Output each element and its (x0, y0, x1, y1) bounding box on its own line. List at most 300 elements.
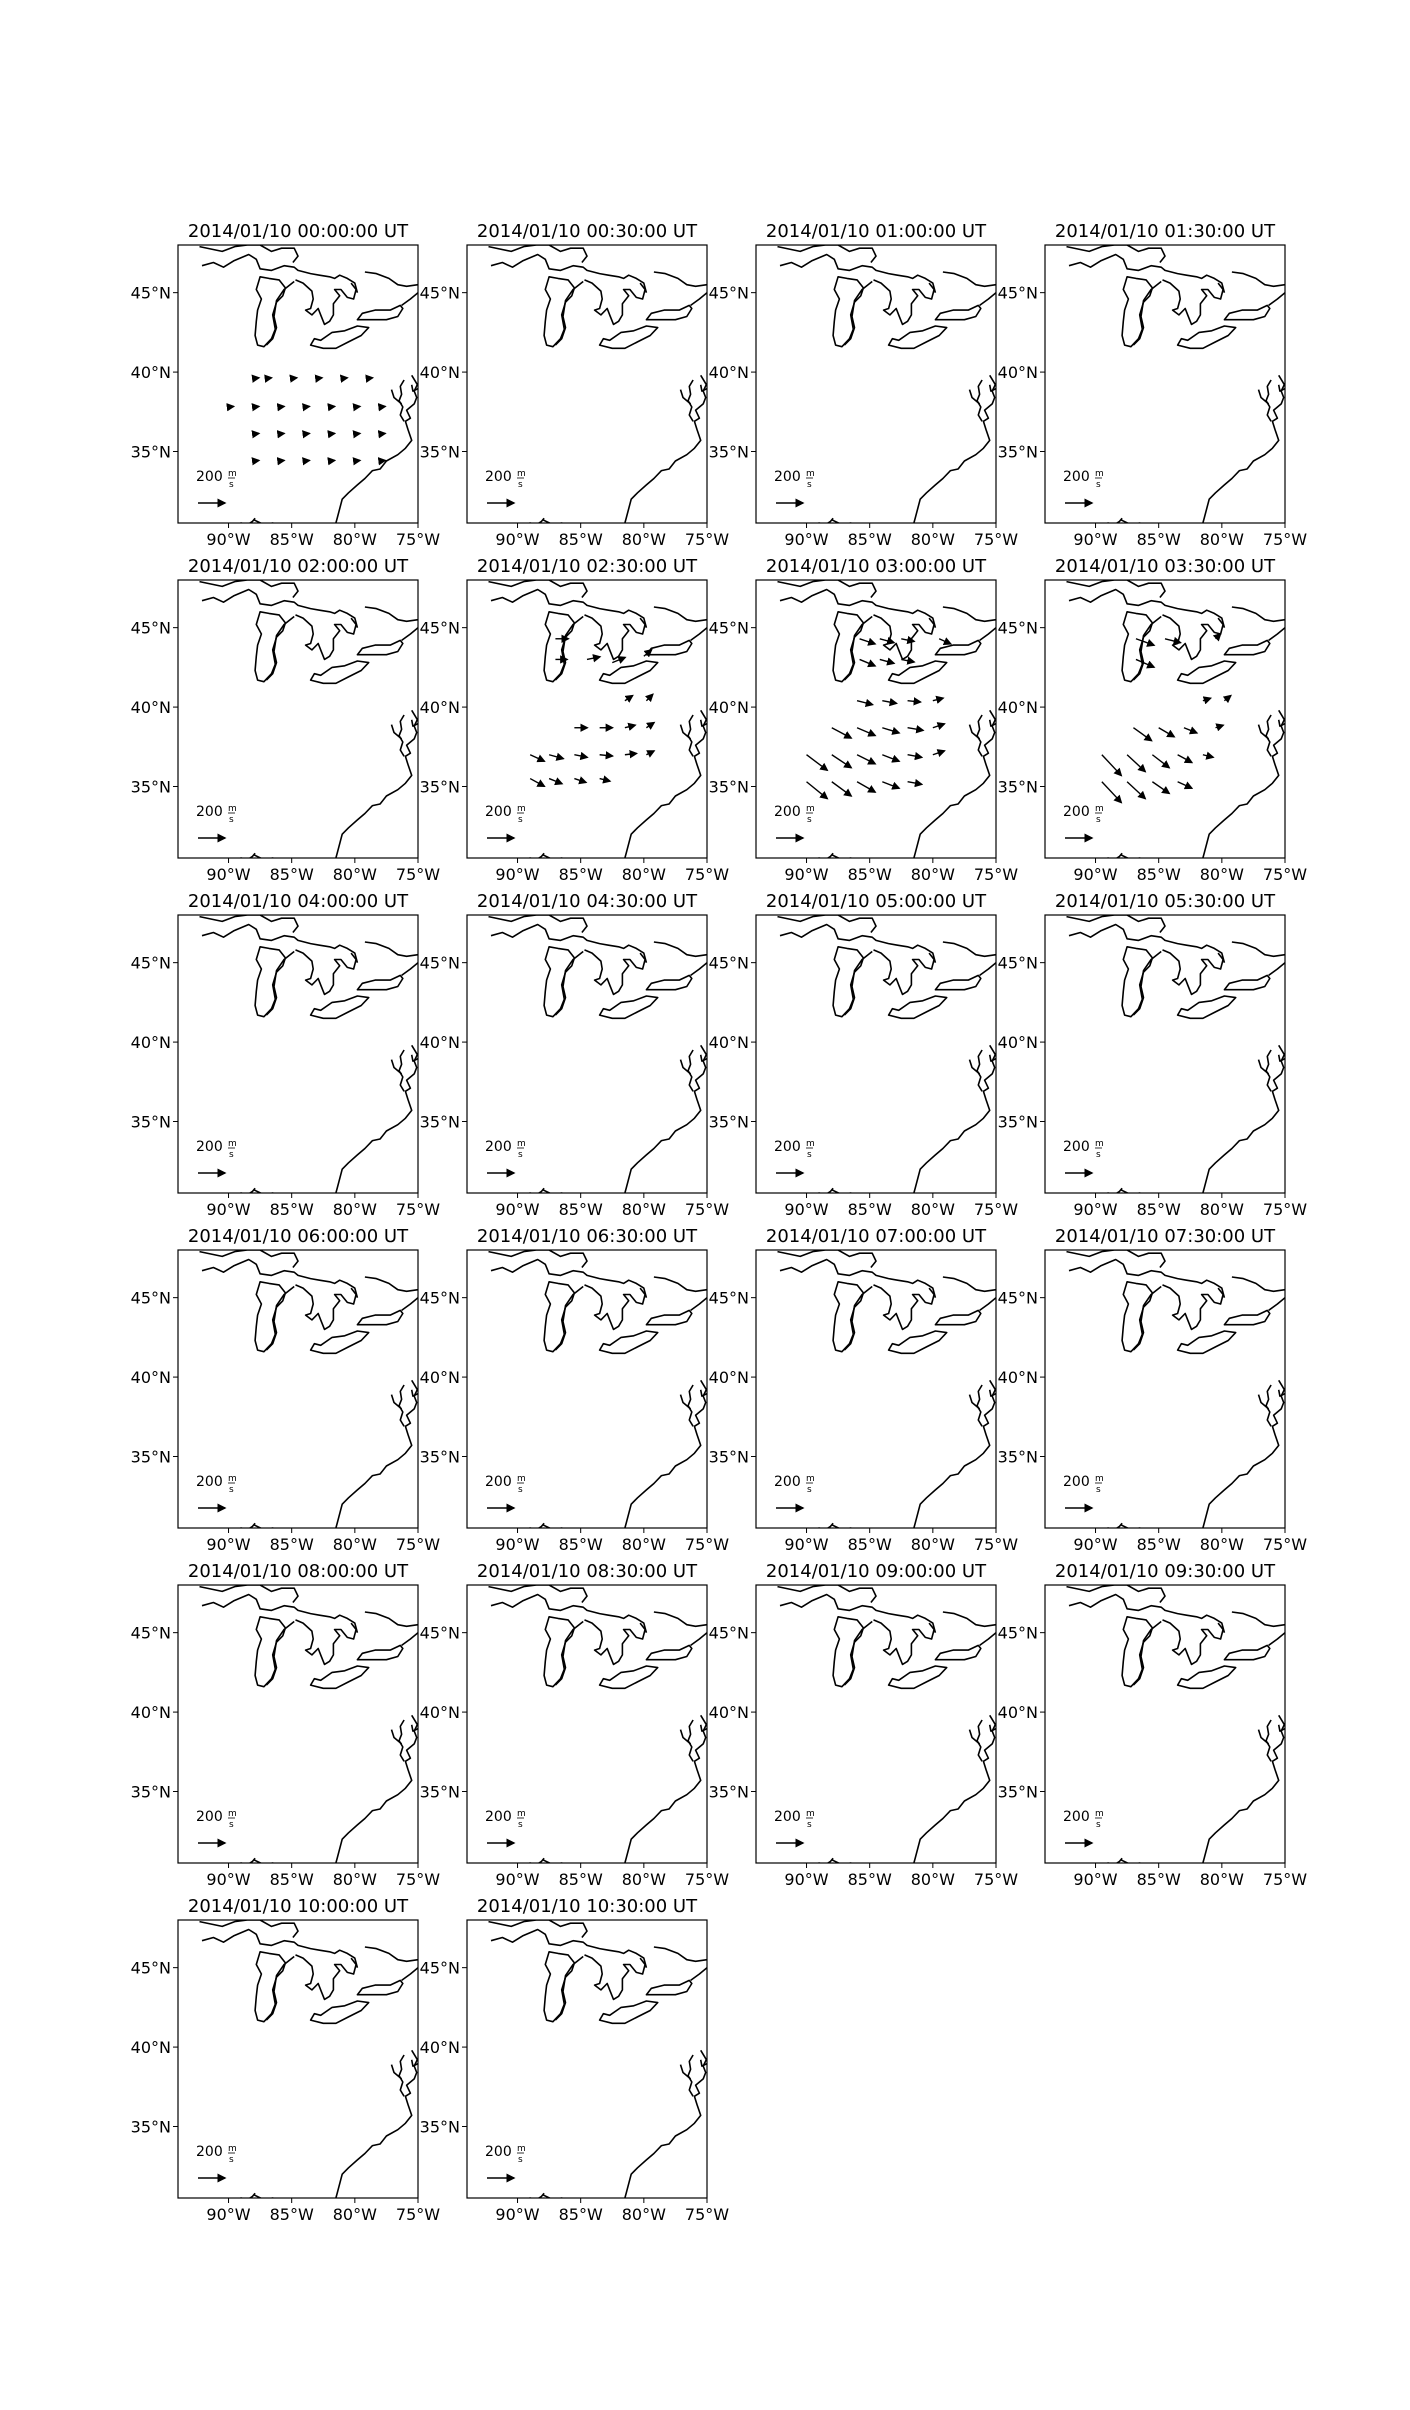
lake-erie-outline (889, 1331, 947, 1353)
lat-tick-label: 35°N (130, 1112, 171, 1132)
mobile-bay-outline (523, 2193, 545, 2199)
atlantic-coast-outline (914, 718, 996, 858)
scale-unit-denominator: s (807, 1820, 812, 1830)
lat-tick-label: 35°N (997, 1447, 1038, 1467)
panel-title: 2014/01/10 00:00:00 UT (187, 221, 409, 242)
wind-vector (882, 782, 899, 789)
lat-tick-label: 45°N (130, 1288, 171, 1308)
atlantic-coast-outline (1203, 718, 1285, 858)
wind-vector (1127, 755, 1145, 772)
lon-tick-label: 85°W (1136, 1870, 1181, 1889)
ottawa-river-outline (365, 1277, 418, 1291)
lon-tick-label: 80°W (621, 1535, 666, 1554)
scale-value: 200 (485, 1474, 512, 1490)
michigan-thumb-outline (1133, 1287, 1161, 1351)
wind-vector (882, 701, 896, 704)
lon-tick-label: 80°W (1199, 1535, 1244, 1554)
lon-tick-label: 90°W (495, 1200, 540, 1219)
wind-vector (1136, 659, 1154, 667)
mobile-bay-outline (523, 1858, 545, 1864)
scale-unit-numerator: m (517, 469, 526, 479)
st-lawrence-outline (691, 1968, 707, 1981)
mobile-bay-outline (234, 518, 256, 524)
lake-ontario-outline (646, 975, 691, 989)
michigan-thumb-outline (266, 952, 294, 1016)
scale-unit-denominator: s (229, 1820, 234, 1830)
scale-unit-numerator: m (806, 469, 815, 479)
wind-vector (882, 755, 899, 762)
michigan-thumb-outline (555, 617, 583, 681)
wind-vector (646, 694, 653, 701)
lake-michigan-outline (1122, 1617, 1152, 1687)
lake-huron-outline (296, 1285, 357, 1330)
lon-tick-label: 85°W (1136, 865, 1181, 884)
lon-tick-label: 80°W (621, 530, 666, 549)
lake-ontario-outline (357, 1980, 402, 1994)
st-lawrence-outline (691, 628, 707, 641)
wind-vector (933, 724, 945, 728)
lat-tick-label: 45°N (419, 618, 460, 638)
lat-tick-label: 35°N (708, 1112, 749, 1132)
wind-vector (901, 639, 914, 642)
lake-huron-outline (1163, 1620, 1224, 1665)
lon-tick-label: 80°W (621, 2205, 666, 2224)
scale-unit-numerator: m (1095, 1139, 1104, 1149)
map-panel (998, 891, 1308, 1219)
scale-value: 200 (774, 469, 801, 485)
lon-tick-label: 80°W (332, 530, 377, 549)
scale-unit-numerator: m (806, 1809, 815, 1819)
st-lawrence-outline (1269, 1633, 1285, 1646)
lake-superior-outline (202, 1930, 357, 1968)
st-lawrence-outline (980, 1633, 996, 1646)
lon-tick-label: 80°W (1199, 1200, 1244, 1219)
scale-unit-denominator: s (518, 1820, 523, 1830)
lake-superior-outline (1069, 925, 1224, 963)
wind-vector (355, 433, 360, 434)
wind-vector (939, 639, 951, 644)
wind-vector (279, 433, 284, 434)
wind-vector (380, 433, 385, 434)
lat-tick-label: 35°N (419, 2117, 460, 2137)
ottawa-river-outline (654, 272, 707, 286)
lon-tick-label: 75°W (395, 1535, 441, 1554)
lat-tick-label: 35°N (130, 2117, 171, 2137)
lake-huron-outline (874, 1620, 935, 1665)
lake-huron-outline (1163, 615, 1224, 660)
chesapeake-bay-outline (977, 380, 982, 421)
chesapeake-bay-outline (688, 1050, 693, 1091)
panel-title: 2014/01/10 05:00:00 UT (765, 891, 987, 912)
wind-vector (1203, 755, 1213, 758)
wind-vector (857, 782, 875, 792)
lake-ontario-outline (935, 640, 980, 654)
lake-huron-outline (296, 1620, 357, 1665)
lon-tick-label: 80°W (1199, 865, 1244, 884)
scale-unit-numerator: m (1095, 469, 1104, 479)
lat-tick-label: 40°N (419, 698, 460, 718)
st-lawrence-outline (691, 1298, 707, 1311)
atlantic-coast-outline (625, 1388, 707, 1528)
scale-value: 200 (1063, 1809, 1090, 1825)
lake-ontario-outline (357, 1645, 402, 1659)
wind-vector (901, 659, 914, 662)
mobile-bay-outline (1101, 1188, 1123, 1194)
lon-tick-label: 85°W (1136, 1535, 1181, 1554)
lat-tick-label: 45°N (997, 1623, 1038, 1643)
atlantic-coast-outline (625, 1053, 707, 1193)
lon-tick-label: 90°W (495, 2205, 540, 2224)
lake-michigan-outline (833, 1282, 863, 1352)
scale-unit-numerator: m (517, 1809, 526, 1819)
panel-title: 2014/01/10 10:00:00 UT (187, 1896, 409, 1917)
map-panel (420, 1561, 730, 1889)
lake-ontario-outline (357, 305, 402, 319)
map-panel (131, 1561, 441, 1889)
scale-value: 200 (485, 469, 512, 485)
lake-ontario-outline (935, 1645, 980, 1659)
wind-vector (1136, 639, 1154, 646)
lake-superior-outline (780, 590, 935, 628)
lat-tick-label: 35°N (997, 1782, 1038, 1802)
lake-ontario-outline (935, 975, 980, 989)
mobile-bay-outline (812, 853, 834, 859)
map-panel (420, 221, 730, 549)
wind-vector (625, 753, 637, 754)
lat-tick-label: 40°N (708, 363, 749, 383)
scale-unit-numerator: m (1095, 804, 1104, 814)
lake-michigan-outline (1122, 1282, 1152, 1352)
scale-value: 200 (774, 1809, 801, 1825)
chesapeake-bay-outline (399, 715, 404, 756)
scale-unit-denominator: s (1096, 480, 1101, 490)
wind-vector (625, 696, 633, 701)
wind-vector (1184, 728, 1197, 733)
wind-vector (908, 701, 921, 702)
atlantic-coast-outline (336, 383, 418, 523)
lon-tick-label: 80°W (910, 1535, 955, 1554)
lat-tick-label: 40°N (997, 1368, 1038, 1388)
lon-tick-label: 75°W (684, 1200, 730, 1219)
lake-michigan-outline (255, 1952, 285, 2022)
mobile-bay-outline (523, 1523, 545, 1529)
map-panel (420, 1226, 730, 1554)
wind-vector (254, 406, 259, 407)
lake-erie-outline (1178, 996, 1236, 1018)
lake-michigan-outline (833, 277, 863, 347)
scale-unit-denominator: s (807, 480, 812, 490)
wind-vector (266, 378, 271, 379)
panel-title: 2014/01/10 00:30:00 UT (476, 221, 698, 242)
ottawa-river-outline (365, 607, 418, 621)
scale-unit-denominator: s (518, 1485, 523, 1495)
lon-tick-label: 80°W (332, 1200, 377, 1219)
lake-superior-outline (202, 255, 357, 293)
lat-tick-label: 40°N (997, 698, 1038, 718)
mobile-bay-outline (812, 1523, 834, 1529)
wind-vector (600, 779, 610, 782)
lake-superior-outline (491, 1260, 646, 1298)
panel-title: 2014/01/10 10:30:00 UT (476, 1896, 698, 1917)
lat-tick-label: 45°N (708, 1288, 749, 1308)
lake-huron-outline (874, 1285, 935, 1330)
scale-unit-denominator: s (1096, 1820, 1101, 1830)
atlantic-coast-outline (625, 1723, 707, 1863)
lon-tick-label: 80°W (332, 1870, 377, 1889)
michigan-thumb-outline (1133, 952, 1161, 1016)
lon-tick-label: 90°W (1073, 530, 1118, 549)
lon-tick-label: 85°W (269, 2205, 314, 2224)
michigan-thumb-outline (555, 282, 583, 346)
lon-tick-label: 75°W (684, 1535, 730, 1554)
lat-tick-label: 45°N (419, 1288, 460, 1308)
mobile-bay-outline (1101, 853, 1123, 859)
panel-title: 2014/01/10 07:30:00 UT (1054, 1226, 1276, 1247)
ottawa-river-outline (1232, 1277, 1285, 1291)
lat-tick-label: 40°N (708, 1703, 749, 1723)
lake-ontario-outline (357, 1310, 402, 1324)
panel-title: 2014/01/10 02:00:00 UT (187, 556, 409, 577)
lat-tick-label: 35°N (997, 777, 1038, 797)
michigan-thumb-outline (555, 1287, 583, 1351)
st-lawrence-outline (980, 963, 996, 976)
lat-tick-label: 40°N (130, 2038, 171, 2058)
map-panel (420, 1896, 730, 2224)
lake-erie-outline (311, 326, 369, 348)
wind-vector (292, 378, 297, 379)
lake-michigan-outline (255, 277, 285, 347)
lake-ontario-outline (646, 1645, 691, 1659)
wind-vector (807, 782, 828, 799)
lake-ontario-outline (357, 640, 402, 654)
lake-superior-outline (780, 1260, 935, 1298)
scale-unit-numerator: m (517, 804, 526, 814)
wind-vector (1152, 755, 1169, 768)
lake-michigan-outline (544, 947, 574, 1017)
wind-vector (355, 406, 360, 407)
wind-vector (832, 755, 852, 768)
wind-vector (330, 460, 335, 461)
scale-unit-numerator: m (806, 1139, 815, 1149)
lon-tick-label: 80°W (1199, 530, 1244, 549)
wind-vector (1224, 696, 1231, 701)
scale-unit-denominator: s (518, 815, 523, 825)
chesapeake-bay-outline (688, 715, 693, 756)
lat-tick-label: 35°N (419, 1112, 460, 1132)
scale-value: 200 (1063, 1474, 1090, 1490)
michigan-thumb-outline (555, 952, 583, 1016)
scale-unit-numerator: m (517, 1474, 526, 1484)
lake-superior-outline (1069, 590, 1224, 628)
lake-michigan-outline (544, 1617, 574, 1687)
michigan-thumb-outline (555, 1957, 583, 2021)
michigan-thumb-outline (1133, 617, 1161, 681)
lat-tick-label: 45°N (419, 283, 460, 303)
michigan-thumb-outline (844, 1287, 872, 1351)
wind-vector (254, 378, 259, 379)
lake-ontario-outline (646, 640, 691, 654)
lake-superior-outline (780, 255, 935, 293)
chesapeake-bay-outline (977, 1720, 982, 1761)
st-lawrence-outline (402, 963, 418, 976)
wind-vector (549, 755, 563, 759)
st-lawrence-outline (691, 963, 707, 976)
lake-michigan-outline (255, 1282, 285, 1352)
lake-huron-outline (585, 1285, 646, 1330)
michigan-thumb-outline (266, 282, 294, 346)
michigan-thumb-outline (844, 952, 872, 1016)
lon-tick-label: 75°W (1262, 530, 1308, 549)
lon-tick-label: 85°W (558, 865, 603, 884)
lake-huron-outline (874, 280, 935, 325)
chesapeake-bay-outline (399, 1385, 404, 1426)
ottawa-river-outline (654, 607, 707, 621)
lat-tick-label: 40°N (997, 363, 1038, 383)
lat-tick-label: 45°N (130, 1623, 171, 1643)
st-lawrence-outline (980, 628, 996, 641)
lake-michigan-outline (255, 1617, 285, 1687)
scale-unit-denominator: s (1096, 1150, 1101, 1160)
lake-erie-outline (1178, 661, 1236, 683)
lake-ontario-outline (1224, 1645, 1269, 1659)
scale-unit-denominator: s (518, 1150, 523, 1160)
scale-value: 200 (485, 2144, 512, 2160)
michigan-thumb-outline (266, 1622, 294, 1686)
wind-vector (882, 728, 899, 733)
wind-vector (807, 755, 828, 771)
ottawa-river-outline (943, 1277, 996, 1291)
lon-tick-label: 75°W (973, 530, 1019, 549)
panel-title: 2014/01/10 06:30:00 UT (476, 1226, 698, 1247)
wind-vector (1102, 782, 1121, 803)
lake-michigan-outline (544, 277, 574, 347)
chesapeake-bay-outline (1266, 380, 1271, 421)
lat-tick-label: 35°N (997, 442, 1038, 462)
panel-title: 2014/01/10 07:00:00 UT (765, 1226, 987, 1247)
lake-superior-outline (491, 925, 646, 963)
st-lawrence-outline (980, 293, 996, 306)
ottawa-river-outline (654, 942, 707, 956)
lat-tick-label: 35°N (708, 1447, 749, 1467)
mobile-bay-outline (523, 1188, 545, 1194)
lon-tick-label: 90°W (784, 1870, 829, 1889)
lake-huron-outline (874, 615, 935, 660)
lat-tick-label: 40°N (130, 1033, 171, 1053)
wind-vector (933, 698, 943, 701)
ottawa-river-outline (654, 1277, 707, 1291)
scale-unit-denominator: s (518, 2155, 523, 2165)
wind-vector (646, 723, 654, 728)
wind-vector (860, 659, 876, 666)
lake-ontario-outline (935, 1310, 980, 1324)
scale-unit-denominator: s (807, 1485, 812, 1495)
lake-erie-outline (600, 996, 658, 1018)
chesapeake-bay-outline (977, 715, 982, 756)
panel-title: 2014/01/10 04:30:00 UT (476, 891, 698, 912)
lon-tick-label: 85°W (269, 1870, 314, 1889)
lon-tick-label: 75°W (1262, 865, 1308, 884)
scale-unit-denominator: s (229, 815, 234, 825)
lake-erie-outline (889, 1666, 947, 1688)
wind-vector (1102, 755, 1121, 776)
lat-tick-label: 35°N (419, 1782, 460, 1802)
michigan-thumb-outline (555, 1622, 583, 1686)
ottawa-river-outline (943, 942, 996, 956)
lon-tick-label: 85°W (558, 1870, 603, 1889)
lake-superior-outline (1069, 255, 1224, 293)
chesapeake-bay-outline (1266, 1385, 1271, 1426)
scale-unit-numerator: m (806, 804, 815, 814)
panel-title: 2014/01/10 01:00:00 UT (765, 221, 987, 242)
scale-unit-denominator: s (229, 2155, 234, 2165)
st-lawrence-outline (402, 293, 418, 306)
lat-tick-label: 40°N (708, 698, 749, 718)
lake-superior-outline (202, 590, 357, 628)
lat-tick-label: 40°N (419, 1703, 460, 1723)
lon-tick-label: 90°W (784, 1200, 829, 1219)
chesapeake-bay-outline (1266, 1050, 1271, 1091)
lat-tick-label: 45°N (997, 1288, 1038, 1308)
map-panel (131, 1896, 441, 2224)
scale-unit-numerator: m (228, 804, 237, 814)
lake-superior-outline (202, 925, 357, 963)
lat-tick-label: 45°N (708, 953, 749, 973)
wind-vector (549, 779, 562, 784)
lon-tick-label: 85°W (558, 530, 603, 549)
lake-erie-outline (1178, 326, 1236, 348)
lon-tick-label: 85°W (847, 1200, 892, 1219)
lake-erie-outline (889, 326, 947, 348)
scale-unit-denominator: s (1096, 815, 1101, 825)
lake-michigan-outline (1122, 947, 1152, 1017)
atlantic-coast-outline (1203, 383, 1285, 523)
lake-erie-outline (311, 661, 369, 683)
lake-huron-outline (296, 950, 357, 995)
lake-huron-outline (1163, 950, 1224, 995)
lake-huron-outline (296, 280, 357, 325)
lon-tick-label: 90°W (206, 1535, 251, 1554)
lon-tick-label: 90°W (206, 2205, 251, 2224)
wind-vector (279, 460, 284, 461)
scale-unit-numerator: m (228, 469, 237, 479)
atlantic-coast-outline (1203, 1723, 1285, 1863)
lon-tick-label: 75°W (395, 1870, 441, 1889)
chesapeake-bay-outline (977, 1385, 982, 1426)
lake-erie-outline (1178, 1666, 1236, 1688)
wind-vector (832, 782, 852, 796)
lake-michigan-outline (544, 612, 574, 682)
lon-tick-label: 90°W (1073, 1200, 1118, 1219)
map-panel (998, 1226, 1308, 1554)
lon-tick-label: 75°W (395, 865, 441, 884)
wind-vector (880, 639, 894, 643)
lake-ontario-outline (1224, 640, 1269, 654)
scale-value: 200 (485, 1809, 512, 1825)
lon-tick-label: 75°W (1262, 1200, 1308, 1219)
scale-unit-numerator: m (1095, 1809, 1104, 1819)
wind-vector (857, 701, 873, 705)
lake-michigan-outline (255, 612, 285, 682)
panel-title: 2014/01/10 01:30:00 UT (1054, 221, 1276, 242)
mobile-bay-outline (234, 1188, 256, 1194)
lake-huron-outline (874, 950, 935, 995)
lake-huron-outline (585, 1620, 646, 1665)
wind-vector (254, 433, 259, 434)
scale-unit-denominator: s (807, 815, 812, 825)
scale-value: 200 (1063, 804, 1090, 820)
lake-michigan-outline (544, 1952, 574, 2022)
lat-tick-label: 45°N (130, 953, 171, 973)
